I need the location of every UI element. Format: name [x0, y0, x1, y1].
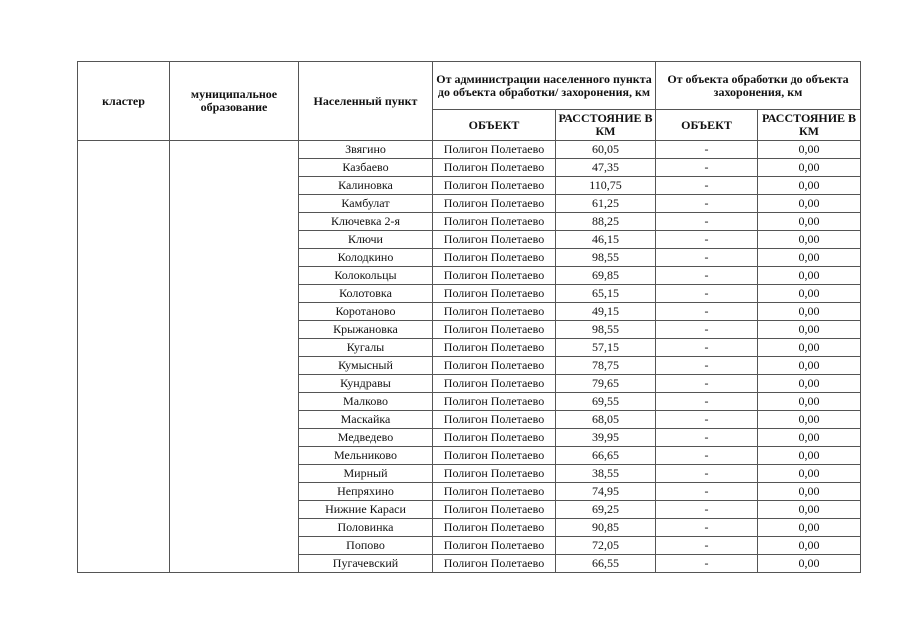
distance-cell: 0,00	[758, 393, 861, 411]
settlement-cell: Мельниково	[299, 447, 433, 465]
object-cell: Полигон Полетаево	[433, 357, 556, 375]
distance-cell: 47,35	[556, 159, 656, 177]
settlement-cell: Казбаево	[299, 159, 433, 177]
object-cell: -	[656, 231, 758, 249]
settlement-cell: Коротаново	[299, 303, 433, 321]
table-body	[78, 141, 861, 573]
object-cell: Полигон Полетаево	[433, 321, 556, 339]
header-group-admin: От администрации населенного пункта до объекта обработки/ захоронения, км	[433, 62, 656, 110]
object-cell: -	[656, 555, 758, 573]
object-cell: -	[656, 375, 758, 393]
header-object-1: ОБЪЕКТ	[433, 110, 556, 141]
object-cell: -	[656, 249, 758, 267]
settlement-cell: Звягино	[299, 141, 433, 159]
settlement-cell: Медведево	[299, 429, 433, 447]
distance-cell: 0,00	[758, 465, 861, 483]
settlement-cell: Ключи	[299, 231, 433, 249]
object-cell: -	[656, 303, 758, 321]
settlement-cell: Калиновка	[299, 177, 433, 195]
distance-cell: 0,00	[758, 357, 861, 375]
settlement-cell: Кумысный	[299, 357, 433, 375]
object-cell: -	[656, 357, 758, 375]
distance-cell: 98,55	[556, 321, 656, 339]
distance-cell: 0,00	[758, 339, 861, 357]
header-row-1	[78, 62, 861, 110]
distance-cell: 0,00	[758, 519, 861, 537]
object-cell: Полигон Полетаево	[433, 501, 556, 519]
object-cell: Полигон Полетаево	[433, 447, 556, 465]
object-cell: -	[656, 447, 758, 465]
distance-cell: 0,00	[758, 555, 861, 573]
object-cell: -	[656, 339, 758, 357]
settlement-cell: Колокольцы	[299, 267, 433, 285]
distance-cell: 69,25	[556, 501, 656, 519]
distance-cell: 49,15	[556, 303, 656, 321]
distance-cell: 66,65	[556, 447, 656, 465]
header-object-2: ОБЪЕКТ	[656, 110, 758, 141]
object-cell: -	[656, 267, 758, 285]
object-cell: Полигон Полетаево	[433, 159, 556, 177]
object-cell: -	[656, 141, 758, 159]
distance-cell: 0,00	[758, 483, 861, 501]
table-row	[78, 141, 861, 159]
distance-cell: 90,85	[556, 519, 656, 537]
object-cell: -	[656, 411, 758, 429]
settlement-cell: Кугалы	[299, 339, 433, 357]
cluster-cell	[78, 141, 170, 573]
header-group-processing: От объекта обработки до объекта захоронения, км	[656, 62, 861, 110]
settlement-cell: Колотовка	[299, 285, 433, 303]
settlement-cell: Половинка	[299, 519, 433, 537]
object-cell: Полигон Полетаево	[433, 303, 556, 321]
settlement-cell: Мирный	[299, 465, 433, 483]
object-cell: Полигон Полетаево	[433, 249, 556, 267]
object-cell: Полигон Полетаево	[433, 177, 556, 195]
object-cell: Полигон Полетаево	[433, 429, 556, 447]
object-cell: Полигон Полетаево	[433, 411, 556, 429]
object-cell: Полигон Полетаево	[433, 339, 556, 357]
object-cell: Полигон Полетаево	[433, 285, 556, 303]
object-cell: -	[656, 429, 758, 447]
distance-cell: 68,05	[556, 411, 656, 429]
distance-cell: 0,00	[758, 267, 861, 285]
object-cell: Полигон Полетаево	[433, 375, 556, 393]
settlement-cell: Камбулат	[299, 195, 433, 213]
object-cell: -	[656, 393, 758, 411]
object-cell: Полигон Полетаево	[433, 519, 556, 537]
object-cell: -	[656, 465, 758, 483]
distance-cell: 0,00	[758, 195, 861, 213]
distance-cell: 60,05	[556, 141, 656, 159]
settlement-cell: Колодкино	[299, 249, 433, 267]
distance-cell: 0,00	[758, 249, 861, 267]
object-cell: Полигон Полетаево	[433, 213, 556, 231]
settlement-cell: Пугачевский	[299, 555, 433, 573]
distance-cell: 0,00	[758, 231, 861, 249]
object-cell: -	[656, 501, 758, 519]
settlement-cell: Малково	[299, 393, 433, 411]
distance-cell: 0,00	[758, 213, 861, 231]
object-cell: -	[656, 483, 758, 501]
object-cell: -	[656, 195, 758, 213]
settlement-cell: Непряхино	[299, 483, 433, 501]
object-cell: Полигон Полетаево	[433, 267, 556, 285]
distance-cell: 0,00	[758, 141, 861, 159]
object-cell: Полигон Полетаево	[433, 483, 556, 501]
object-cell: Полигон Полетаево	[433, 555, 556, 573]
distance-cell: 69,55	[556, 393, 656, 411]
settlement-cell: Нижние Караси	[299, 501, 433, 519]
header-settlement: Населенный пункт	[299, 62, 433, 141]
object-cell: -	[656, 159, 758, 177]
distance-cell: 0,00	[758, 303, 861, 321]
distance-cell: 78,75	[556, 357, 656, 375]
municipality-cell	[170, 141, 299, 573]
distance-cell: 110,75	[556, 177, 656, 195]
distance-cell: 0,00	[758, 375, 861, 393]
distance-cell: 65,15	[556, 285, 656, 303]
object-cell: -	[656, 519, 758, 537]
distance-cell: 0,00	[758, 321, 861, 339]
distance-cell: 69,85	[556, 267, 656, 285]
settlement-cell: Попово	[299, 537, 433, 555]
distance-cell: 57,15	[556, 339, 656, 357]
distance-cell: 0,00	[758, 159, 861, 177]
distance-cell: 0,00	[758, 537, 861, 555]
object-cell: -	[656, 213, 758, 231]
distance-cell: 66,55	[556, 555, 656, 573]
table-header	[78, 62, 861, 141]
distance-cell: 0,00	[758, 501, 861, 519]
settlement-cell: Кундравы	[299, 375, 433, 393]
header-cluster: кластер	[78, 62, 170, 141]
distance-cell: 98,55	[556, 249, 656, 267]
object-cell: Полигон Полетаево	[433, 537, 556, 555]
distance-cell: 61,25	[556, 195, 656, 213]
settlement-cell: Маскайка	[299, 411, 433, 429]
header-municipality: муниципальное образование	[170, 62, 299, 141]
distance-cell: 46,15	[556, 231, 656, 249]
header-distance-1: РАССТОЯНИЕ В КМ	[556, 110, 656, 141]
distance-cell: 0,00	[758, 429, 861, 447]
object-cell: -	[656, 285, 758, 303]
distance-cell: 38,55	[556, 465, 656, 483]
object-cell: Полигон Полетаево	[433, 465, 556, 483]
distance-cell: 0,00	[758, 177, 861, 195]
object-cell: Полигон Полетаево	[433, 393, 556, 411]
header-distance-2: РАССТОЯНИЕ В КМ	[758, 110, 861, 141]
object-cell: Полигон Полетаево	[433, 231, 556, 249]
settlement-cell: Ключевка 2-я	[299, 213, 433, 231]
object-cell: -	[656, 177, 758, 195]
distance-cell: 39,95	[556, 429, 656, 447]
distance-cell: 0,00	[758, 411, 861, 429]
object-cell: Полигон Полетаево	[433, 141, 556, 159]
distance-table	[77, 61, 861, 573]
distance-cell: 88,25	[556, 213, 656, 231]
distance-cell: 79,65	[556, 375, 656, 393]
object-cell: -	[656, 321, 758, 339]
distance-cell: 0,00	[758, 447, 861, 465]
object-cell: Полигон Полетаево	[433, 195, 556, 213]
distance-cell: 74,95	[556, 483, 656, 501]
settlement-cell: Крыжановка	[299, 321, 433, 339]
distance-cell: 0,00	[758, 285, 861, 303]
distance-cell: 72,05	[556, 537, 656, 555]
object-cell: -	[656, 537, 758, 555]
